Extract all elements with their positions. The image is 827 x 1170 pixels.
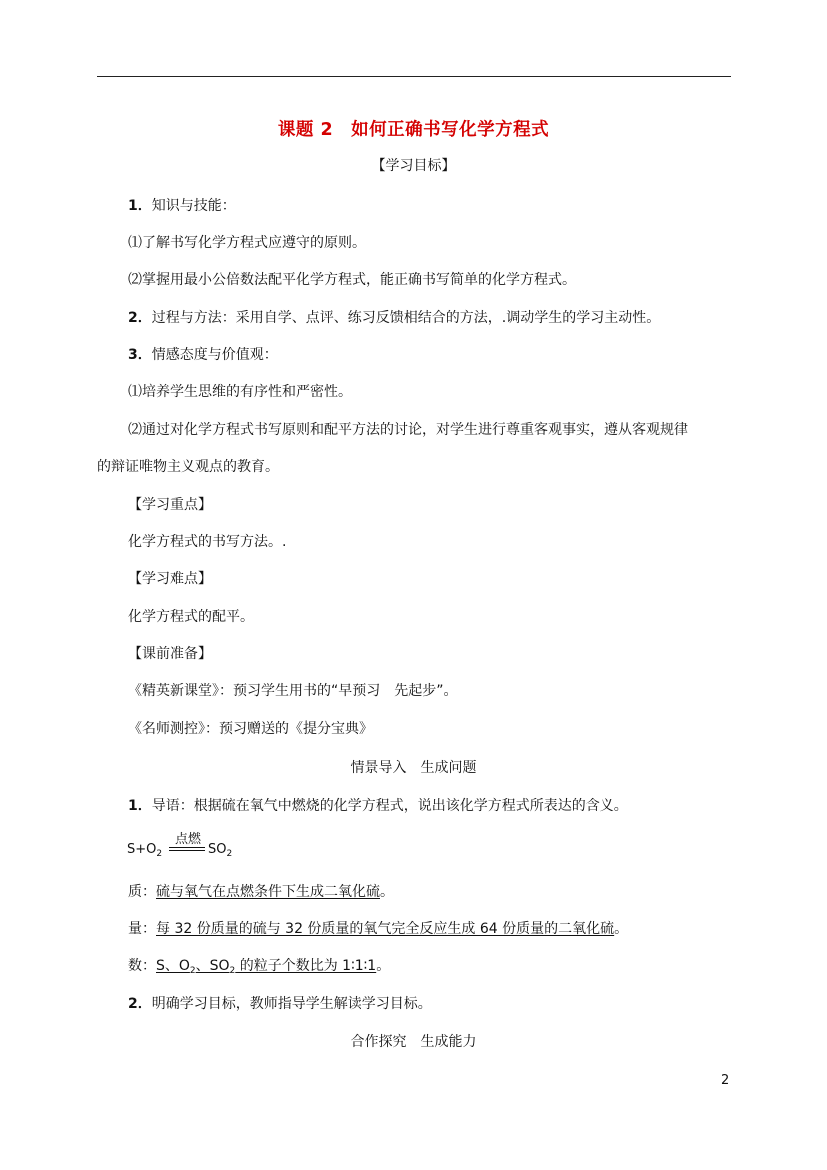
key-point-header: 【学习重点】	[128, 497, 212, 513]
key-point-text: 化学方程式的书写方法。.	[128, 534, 287, 550]
section-heading-intro: 情景导入 生成问题	[350, 760, 477, 776]
meaning-number-text	[156, 958, 376, 974]
section-heading-explore: 合作探究 生成能力	[350, 1034, 477, 1050]
intro-item-2-text: 明确学习目标，教师指导学生解读学习目标。	[151, 996, 432, 1012]
intro-item-1-text: 导语：根据硫在氧气中燃烧的化学方程式，说出该化学方程式所表达的含义。	[151, 798, 628, 814]
objective-1a: ⑴了解书写化学方程式应遵守的原则。	[128, 235, 366, 251]
intro-item-2	[128, 995, 432, 1013]
equation-reactants-subscript: 2	[156, 849, 163, 859]
objective-3	[128, 346, 278, 364]
meaning-quality	[128, 883, 394, 901]
objective-2-number: 2．	[128, 310, 152, 326]
equation-products-text: SO	[208, 842, 227, 857]
number-part-1: S、O	[156, 958, 190, 974]
equation-reactants	[127, 842, 162, 857]
intro-item-1-number: 1．	[128, 798, 152, 814]
number-part-2: 、SO	[195, 958, 230, 974]
meaning-quality-text: 硫与氧气在点燃条件下生成二氧化硫	[156, 884, 380, 900]
intro-item-2-number: 2．	[128, 996, 152, 1012]
header-rule	[97, 76, 731, 77]
meaning-quality-label: 质：	[128, 884, 156, 900]
meaning-quantity-label: 量：	[128, 921, 156, 937]
difficulty-header: 【学习难点】	[128, 571, 212, 587]
objective-3b-line2: 的辩证唯物主义观点的教育。	[97, 459, 279, 475]
equation-reactants-text: S+O	[127, 842, 157, 857]
page-title: 课题 2 如何正确书写化学方程式	[277, 120, 550, 140]
meaning-quantity-text: 每 32 份质量的硫与 32 份质量的氧气完全反应生成 64 份质量的二氧化硫	[156, 921, 615, 937]
meaning-number	[128, 957, 390, 975]
equation-double-line-bottom	[169, 850, 205, 851]
objective-1-text: 知识与技能：	[151, 198, 236, 214]
objective-3a: ⑴培养学生思维的有序性和严密性。	[128, 384, 352, 400]
objective-3-number: 3．	[128, 347, 152, 363]
equation-products-subscript: 2	[226, 849, 233, 859]
objective-1-number: 1．	[128, 198, 152, 214]
equation-products	[208, 842, 232, 857]
preparation-header: 【课前准备】	[128, 646, 212, 662]
meaning-number-end: 。	[376, 958, 391, 974]
chemical-equation	[127, 828, 327, 862]
number-sub-1: 2	[189, 966, 196, 976]
meaning-quantity	[128, 920, 628, 938]
preparation-item-1: 《精英新课堂》：预习学生用书的“早预习 先起步”。	[128, 683, 458, 699]
equation-double-line-top	[169, 847, 205, 848]
objective-1	[128, 197, 236, 215]
intro-item-1	[128, 797, 628, 815]
objective-3-text: 情感态度与价值观：	[151, 347, 278, 363]
meaning-number-label: 数：	[128, 958, 156, 974]
number-sub-2: 2	[229, 966, 236, 976]
objective-2	[128, 309, 660, 327]
difficulty-text: 化学方程式的配平。	[128, 609, 254, 625]
objective-1b: ⑵掌握用最小公倍数法配平化学方程式，能正确书写简单的化学方程式。	[128, 272, 576, 288]
equation-condition: 点燃	[174, 832, 201, 847]
number-part-3: 的粒子个数比为 1∶1∶1	[235, 958, 377, 974]
objective-2-text: 过程与方法：采用自学、点评、练习反馈相结合的方法，.调动学生的学习主动性。	[151, 310, 661, 326]
objectives-header: 【学习目标】	[371, 158, 456, 174]
meaning-quantity-end: 。	[614, 921, 629, 937]
objective-3b-line1: ⑵通过对化学方程式书写原则和配平方法的讨论，对学生进行尊重客观事实，遵从客观规律	[128, 422, 688, 438]
preparation-item-2: 《名师测控》：预习赠送的《提分宝典》	[128, 721, 373, 737]
meaning-quality-end: 。	[380, 884, 394, 900]
page-number: 2	[721, 1073, 730, 1088]
